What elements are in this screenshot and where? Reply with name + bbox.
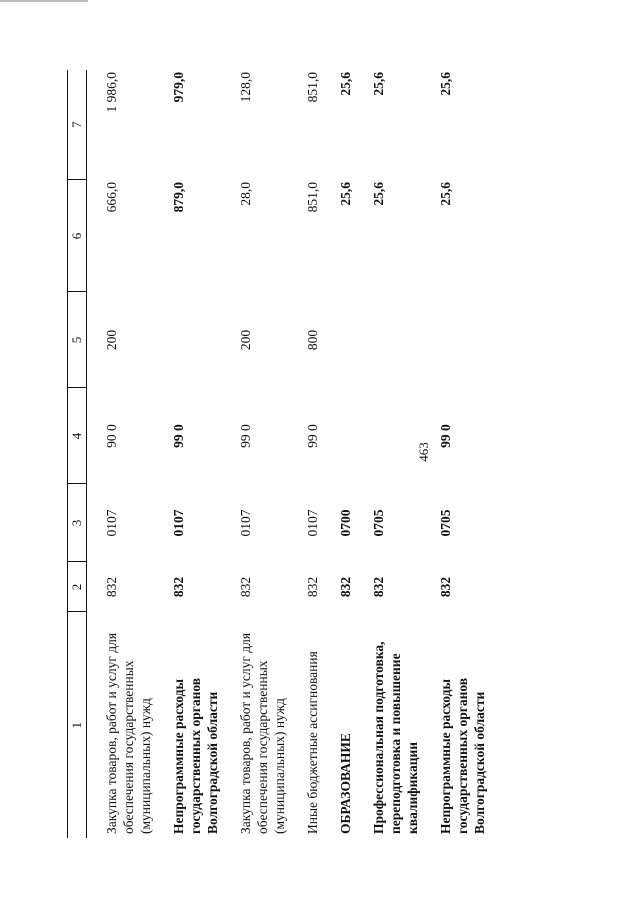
column-header-3: 3 (68, 484, 87, 562)
row-amount-7: 25,6 (338, 72, 353, 96)
table-row (87, 70, 155, 838)
column-header-4: 4 (68, 388, 87, 484)
row-target-code: 99 0 (171, 424, 186, 448)
column-header-1: 1 (68, 612, 87, 838)
table-row (321, 70, 354, 838)
table-row (288, 70, 321, 838)
row-section-code: 0107 (238, 509, 253, 537)
table-row (221, 70, 288, 838)
row-name: Непрограммные расходы государственных органов Волгоградской области (171, 677, 220, 834)
row-expense-type (154, 292, 221, 388)
row-target-code (321, 388, 354, 484)
row-section-code: 0705 (371, 509, 386, 537)
row-ministry-code: 832 (305, 576, 320, 598)
row-ministry-code: 832 (371, 576, 386, 598)
row-amount-6: 25,6 (338, 182, 353, 206)
row-expense-type: 200 (238, 329, 253, 351)
row-section-code: 0107 (305, 509, 320, 537)
row-amount-7: 1 986,0 (104, 72, 119, 113)
rotated-table-container (67, 70, 637, 838)
row-target-code: 99 0 (305, 424, 320, 448)
row-target-code: 90 0 (104, 424, 119, 448)
table-header-row (68, 70, 87, 838)
row-amount-6: 879,0 (171, 182, 186, 213)
column-header-2: 2 (68, 562, 87, 612)
row-name: Иные бюджетные ассигнования (305, 651, 320, 834)
row-section-code: 0107 (171, 509, 186, 537)
row-name: Закупка товаров, работ и услуг для обеспечения государственных (муниципальных) нужд (238, 632, 287, 834)
row-ministry-code: 832 (238, 576, 253, 598)
page-number: 463 (416, 442, 431, 462)
row-expense-type: 200 (104, 329, 119, 351)
row-amount-7: 128,0 (238, 72, 253, 103)
row-section-code: 0705 (438, 509, 453, 537)
row-amount-6: 851,0 (305, 182, 320, 213)
row-ministry-code: 832 (104, 576, 119, 598)
row-expense-type (321, 292, 354, 388)
row-amount-6: 25,6 (371, 182, 386, 206)
column-header-7: 7 (68, 70, 87, 180)
row-expense-type (354, 292, 421, 388)
row-name: Непрограммные расходы государственных органов Волгоградской области (438, 677, 487, 834)
table-row (421, 70, 488, 838)
column-header-5: 5 (68, 292, 87, 388)
row-amount-6: 25,6 (438, 182, 453, 206)
row-expense-type (421, 292, 488, 388)
row-ministry-code: 832 (438, 576, 453, 598)
row-amount-7: 979,0 (171, 72, 186, 103)
row-target-code (354, 388, 421, 484)
row-amount-7: 851,0 (305, 72, 320, 103)
table-row (154, 70, 221, 838)
table-row (354, 70, 421, 838)
row-name: ОБРАЗОВАНИЕ (338, 733, 353, 834)
row-target-code: 99 0 (238, 424, 253, 448)
row-expense-type: 800 (305, 329, 320, 351)
budget-table (67, 70, 488, 838)
row-section-code: 0107 (104, 509, 119, 537)
row-section-code: 0700 (338, 509, 353, 537)
row-amount-6: 28,0 (238, 182, 253, 206)
row-ministry-code: 832 (338, 576, 353, 598)
row-name: Профессиональная подготовка, переподготовка и повышение квалификации (371, 641, 420, 834)
row-amount-6: 666,0 (104, 182, 119, 213)
row-name: Закупка товаров, работ и услуг для обеспечения государственных (муниципальных) нужд (104, 632, 153, 834)
row-amount-7: 25,6 (371, 72, 386, 96)
row-target-code: 99 0 (438, 424, 453, 448)
column-header-6: 6 (68, 180, 87, 292)
top-edge-mark (0, 0, 88, 2)
row-ministry-code: 832 (171, 576, 186, 598)
row-amount-7: 25,6 (438, 72, 453, 96)
